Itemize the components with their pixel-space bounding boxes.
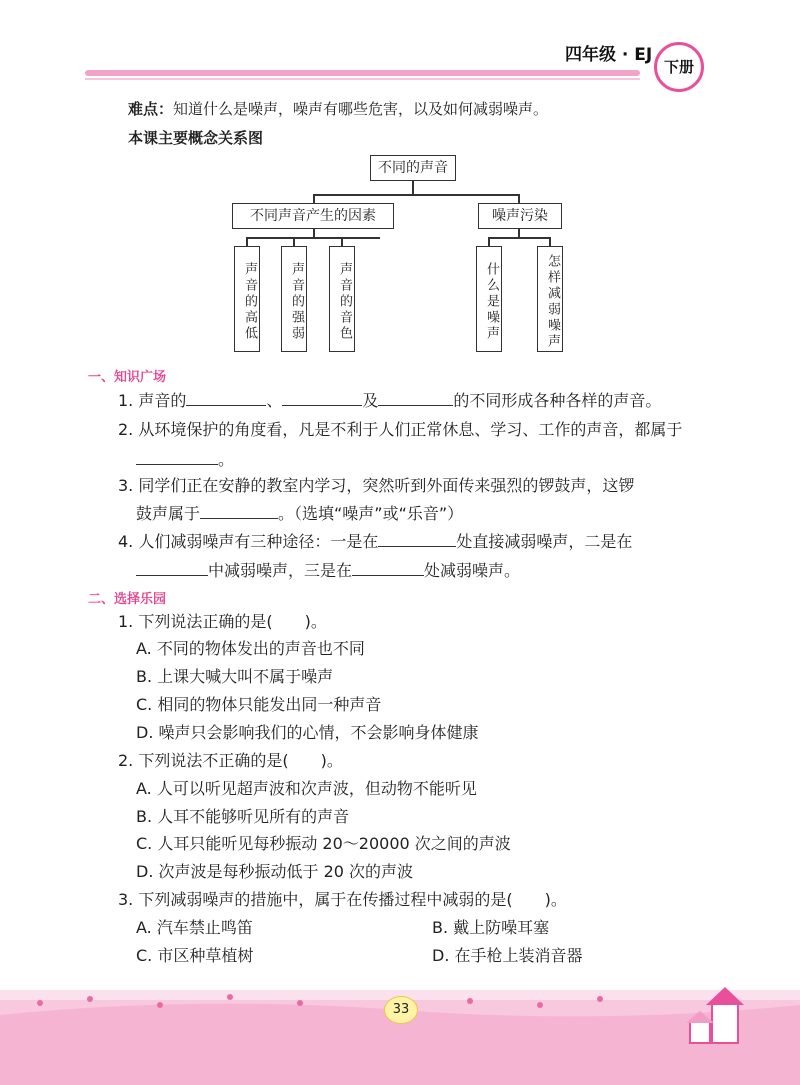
s1-q4-cont [136, 558, 520, 581]
concept-leaf: 怎样减弱噪声 [537, 246, 563, 352]
s1-q1-text: 1. 声音的 [118, 391, 187, 410]
option-a[interactable]: A. 人可以听见超声波和次声波，但动物不能听见 [136, 779, 477, 798]
difficulty-label: 难点： [128, 100, 174, 118]
s2-q2-stem: 2. 下列说法不正确的是( )。 [118, 751, 343, 770]
s1-q2-text: 。 [218, 450, 235, 469]
connector [488, 237, 550, 239]
answer-blank[interactable] [282, 391, 362, 406]
s1-q4-text: 4. 人们减弱噪声有三种途径：一是在 [118, 532, 379, 551]
option-b[interactable]: B. 戴上防噪耳塞 [432, 918, 550, 937]
s1-q1 [118, 388, 661, 411]
grade-label: 四年级 · EJ [565, 45, 653, 65]
answer-blank[interactable] [136, 561, 208, 576]
s1-q3-text: 鼓声属于 [136, 504, 201, 523]
concept-leaf: 什么是噪声 [476, 246, 502, 352]
s2-q1-stem: 1. 下列说法正确的是( )。 [118, 612, 327, 631]
answer-blank[interactable] [186, 391, 266, 406]
answer-blank[interactable] [136, 450, 218, 465]
s1-q1-text: 、 [266, 391, 283, 410]
answer-blank[interactable] [378, 391, 453, 406]
option-c[interactable]: C. 相同的物体只能发出同一种声音 [136, 695, 382, 714]
volume-badge: 下册 [654, 42, 704, 92]
option-b[interactable]: B. 上课大喊大叫不属于噪声 [136, 667, 334, 686]
difficulty-text: 知道什么是噪声，噪声有哪些危害，以及如何减弱噪声。 [173, 100, 549, 118]
option-d[interactable]: D. 在手枪上装消音器 [432, 946, 583, 965]
option-d[interactable]: D. 次声波是每秒振动低于 20 次的声波 [136, 862, 414, 881]
s1-q3-text: 。（选填“噪声”或“乐音”） [278, 504, 464, 523]
concept-leaf: 声音的高低 [234, 246, 260, 352]
s1-q3: 3. 同学们正在安静的教室内学习，突然听到外面传来强烈的锣鼓声，这锣 [118, 476, 635, 495]
option-c[interactable]: C. 市区种草植树 [136, 946, 254, 965]
section2-title: 二、选择乐园 [88, 592, 167, 607]
concept-title: 本课主要概念关系图 [128, 129, 264, 147]
s2-q3-stem: 3. 下列减弱噪声的措施中，属于在传播过程中减弱的是( )。 [118, 890, 567, 909]
s1-q4 [118, 529, 632, 552]
header-rule [85, 70, 640, 76]
page-number: 33 [384, 996, 418, 1024]
concept-left: 不同声音产生的因素 [232, 203, 394, 229]
s1-q1-text: 的不同形成各种各样的声音。 [453, 391, 662, 410]
option-b[interactable]: B. 人耳不能够听见所有的声音 [136, 807, 350, 826]
s1-q4-text: 中减弱噪声，三是在 [208, 561, 353, 580]
concept-right: 噪声污染 [478, 203, 562, 229]
answer-blank[interactable] [378, 532, 456, 547]
difficulty-line [128, 98, 548, 119]
answer-blank[interactable] [352, 561, 424, 576]
s1-q3-cont [136, 501, 463, 524]
section1-title: 一、知识广场 [88, 370, 167, 385]
concept-leaf: 声音的音色 [329, 246, 355, 352]
option-a[interactable]: A. 不同的物体发出的声音也不同 [136, 639, 365, 658]
option-d[interactable]: D. 噪声只会影响我们的心情，不会影响身体健康 [136, 723, 479, 742]
s1-q4-text: 处直接减弱噪声，二是在 [456, 532, 633, 551]
option-c[interactable]: C. 人耳只能听见每秒振动 20～20000 次之间的声波 [136, 834, 511, 853]
s1-q2-cont [136, 447, 234, 470]
s1-q1-text: 及 [362, 391, 379, 410]
connector [313, 194, 518, 196]
header-rule-thin [85, 78, 640, 80]
s1-q2: 2. 从环境保护的角度看，凡是不利于人们正常休息、学习、工作的声音，都属于 [118, 420, 683, 439]
concept-root: 不同的声音 [370, 155, 456, 181]
connector [412, 180, 414, 195]
concept-leaf: 声音的强弱 [281, 246, 307, 352]
option-a[interactable]: A. 汽车禁止鸣笛 [136, 918, 253, 937]
connector [246, 237, 380, 239]
s1-q4-text: 处减弱噪声。 [424, 561, 521, 580]
answer-blank[interactable] [200, 504, 278, 519]
